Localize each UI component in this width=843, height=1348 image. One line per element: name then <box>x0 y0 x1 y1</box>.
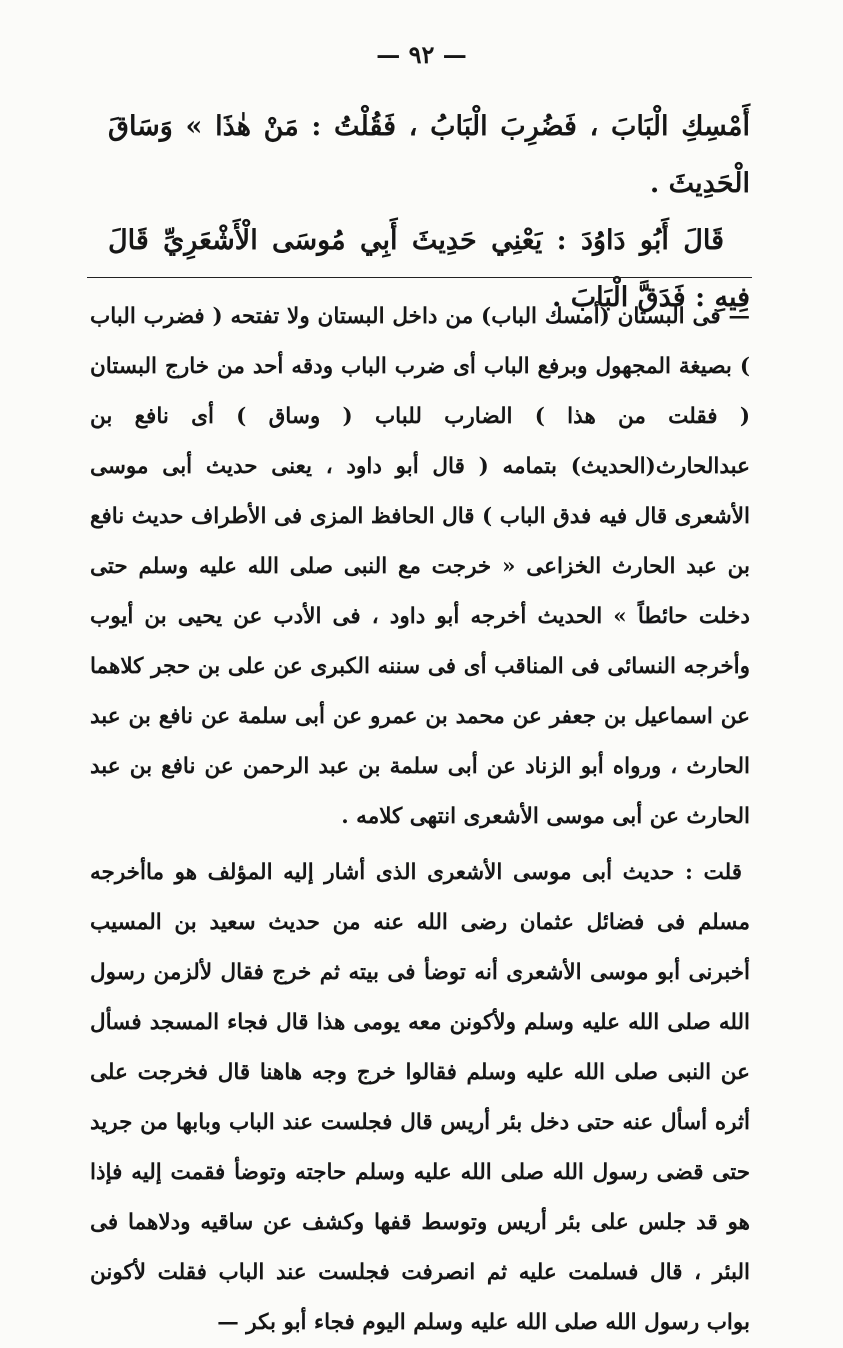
commentary <box>90 292 750 1348</box>
hadith-paragraph: أَمْسِكِ الْبَابَ ، فَضُرِبَ الْبَابُ ، فَقُلْتُ : مَنْ هٰذَا » وَسَاقَ الْحَدِيثَ . <box>108 111 750 199</box>
hadith-paragraph: قَالَ أَبُو دَاوُدَ : يَعْنِي حَدِيثَ أَبِي مُوسَى الْأَشْعَرِيِّ قَالَ فِيهِ : فَدَقَّ الْبَابَ . <box>108 225 750 313</box>
commentary-paragraph: قلت : حديث أبى موسى الأشعرى الذى أشار إليه المؤلف هو ماأخرجه مسلم فى فضائل عثمان رضى الله عنه من حديث سعيد بن المسيب أخبرنى أبو موسى الأشعرى أنه توضأ فى بيته ثم خرج فقال لألزمن رسول الله صلى الله عليه وسلم ولأكونن معه يومى هذا قال فجاء المسجد فسأل عن النبى صلى الله عليه وسلم فقالوا خرج وجه هاهنا قال فخرجت على أثره أسأل عنه حتى دخل بئر أريس قال فجلست عند الباب وبابها من جريد حتى قضى رسول الله صلى الله عليه وسلم حاجته وتوضأ فقمت إليه فإذا هو قد جلس على بئر أريس وتوسط قفها وكشف عن ساقيه ودلاهما فى البئر ، قال فسلمت عليه ثم انصرفت فجلست عند الباب فقلت لأكونن بواب رسول الله صلى الله عليه وسلم اليوم فجاء أبو بكر — <box>90 860 750 1335</box>
separator-rule <box>87 277 752 278</box>
page-number: — ٩٢ — <box>376 40 467 69</box>
commentary-paragraph: — فى البستان (أمسك الباب) من داخل البستان ولا تفتحه ( فضرب الباب ) بصيغة المجهول وبرفع الباب أى ضرب الباب ودقه أحد من خارج البستان ( فقلت من هذا ) الضارب للباب ( وساق ) أى نافع بن عبدالحارث(الحديث) بتمامه ( قال أبو داود ، يعنى حديث أبى موسى الأشعرى قال فيه فدق الباب ) قال الحافظ المزى فى الأطراف حديث نافع بن عبد الحارث الخزاعى « خرجت مع النبى صلى الله عليه وسلم حتى دخلت حائطاً » الحديث أخرجه أبو داود ، فى الأدب عن يحيى بن أيوب وأخرجه النسائى فى المناقب أى فى سننه الكبرى عن على بن حجر كلاهما عن اسماعيل بن جعفر عن محمد بن عمرو عن أبى سلمة عن نافع بن عبد الحارث ، ورواه أبو الزناد عن أبى سلمة بن عبد الرحمن عن نافع بن عبد الحارث عن أبى موسى الأشعرى انتهى كلامه . <box>90 304 750 829</box>
